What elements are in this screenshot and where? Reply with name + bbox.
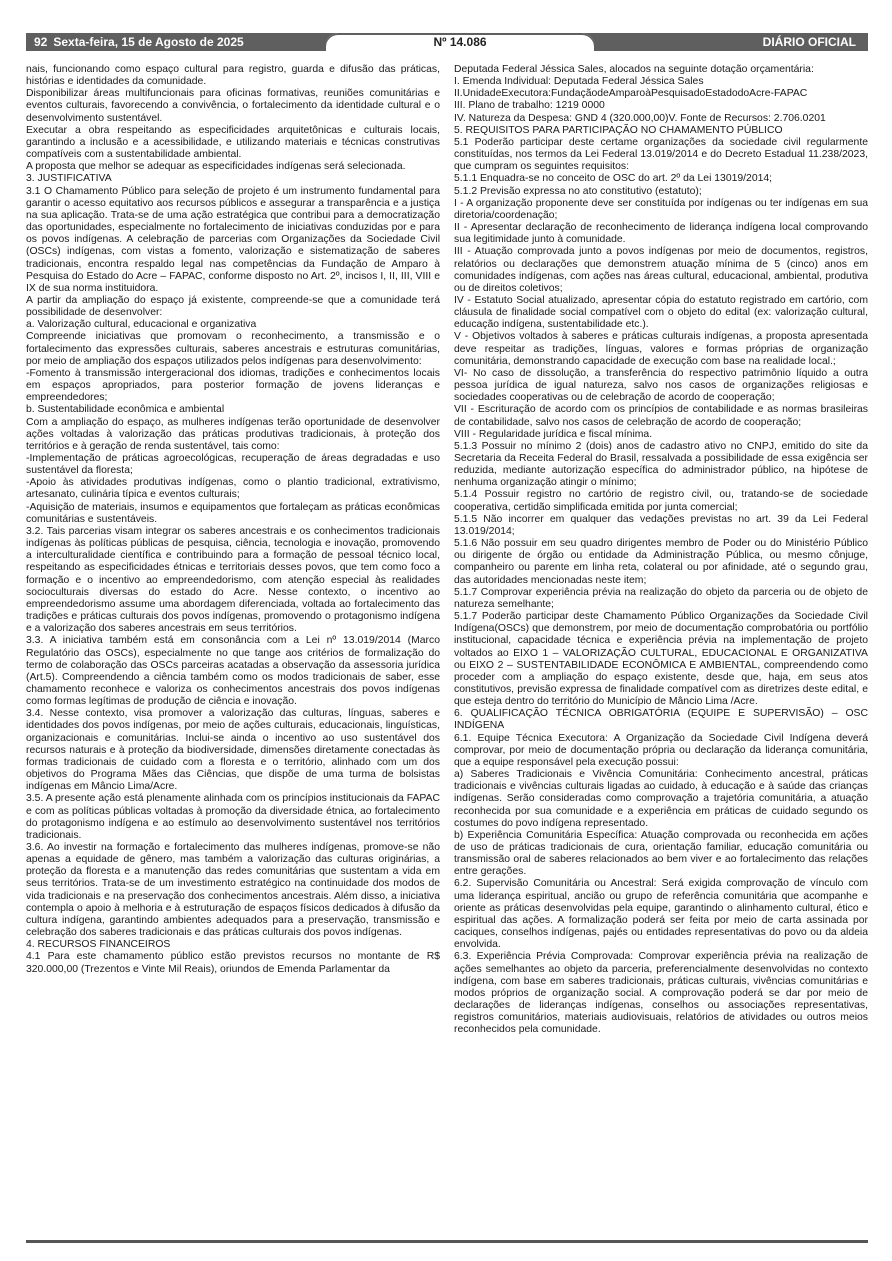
paragraph: 5.1.3 Possuir no mínimo 2 (dois) anos de cadastro ativo no CNPJ, emitido do site da Secretaria da Receita Federal do Brasil, ressalvada a possibilidade de essa exigência ser reduzida, mediante autorização específica do administrador público, na hipótese de nenhuma organização atingir o mínimo; <box>454 440 868 489</box>
paragraph: III. Plano de trabalho: 1219 0000 <box>454 100 605 112</box>
paragraph: 3. JUSTIFICATIVA <box>26 173 112 185</box>
paragraph: 5.1.6 Não possuir em seu quadro dirigentes membro de Poder ou do Ministério Público ou dirigente de órgão ou entidade da Administração Pública, ou mesmo cônjuge, companheiro ou parente em linha reta, colateral ou por afinidade, até o segundo grau, das autoridades mencionadas neste item; <box>454 538 868 586</box>
paragraph: A partir da ampliação do espaço já existente, compreende-se que a comunidade terá possibilidade de desenvolver: <box>26 294 440 319</box>
paragraph: 6.2. Supervisão Comunitária ou Ancestral: Será exigida comprovação de vínculo com uma liderança espiritual, ancião ou grupo de referência comunitária que acompanhe e oriente as práticas desenvolvidas pela equipe, garantindo o alinhamento cultural, ético e espiritual das ações. A formalização poderá ser feita por meio de carta assinada por caciques, conselhos indígenas, pajés ou entidades representativas do povo ou da aldeia envolvida. <box>454 878 868 951</box>
paragraph: 5.1.2 Previsão expressa no ato constitutivo (estatuto); <box>454 185 702 197</box>
paragraph: III - Atuação comprovada junto a povos indígenas por meio de documentos, registros, relatórios ou declarações que demonstrem atuação mínima de 5 (cinco) anos em comunidades indígenas, com ações nas áreas cultural, educacional, ambiental, produtiva ou de direitos coletivos; <box>454 246 868 294</box>
paragraph: 4. RECURSOS FINANCEIROS <box>26 939 171 951</box>
page-header <box>26 33 868 51</box>
paragraph: 5.1.4 Possuir registro no cartório de registro civil, ou, tratando-se de sociedade cooperativa, certidão simplificada emitida por junta comercial; <box>454 489 868 513</box>
paragraph: b) Experiência Comunitária Específica: Atuação comprovada ou reconhecida em ações de uso de práticas tradicionais de cura, orientação familiar, educação comunitária ou transmissão oral de saberes relacionados ao bem viver e ao fortalecimento das relações entre gerações. <box>454 829 868 878</box>
paragraph: a. Valorização cultural, educacional e organizativa <box>26 319 257 331</box>
paragraph: VIII - Regularidade jurídica e fiscal mínima. <box>454 428 653 440</box>
paragraph: Compreende iniciativas que promovam o reconhecimento, a transmissão e o fortalecimento das expressões culturais, saberes ancestrais e estruturas comunitárias, por meio de ampliação dos espaços utilizados pelos indígenas para desenvolvimento: <box>26 331 440 367</box>
paragraph: Executar a obra respeitando as especificidades arquitetônicas e culturais locais, garantindo a inclusão e a acessibilidade, e utilizando materiais e técnicas construtivas compatíveis com a sustentabilidade ambiental. <box>26 124 440 161</box>
paragraph: IV. Natureza da Despesa: GND 4 (320.000,00)V. Fonte de Recursos: 2.706.0201 <box>454 112 826 124</box>
paragraph: 5.1.7 Poderão participar deste Chamamento Público Organizações da Sociedade Civil Indígena(OSCs) que demonstrem, por meio de documentação comprobatória ou portfólio institucional, capacidade técnica e experiência prévia na implementação de projeto voltados ao EIXO 1 – VALORIZAÇÃO CULTURAL, EDUCACIONAL E ORGANIZATIVA ou EIXO 2 – SUSTENTABILIDADE ECONÔMICA E AMBIENTAL, compreendendo como proceder com a ampliação do espaço existente, desde que, haja, em seus atos constitutivos, previsão expressa de finalidade compatível com as diretrizes deste edital, e que esteja dentro do território do Município de Mâncio Lima /Acre. <box>454 611 868 708</box>
paragraph: IV - Estatuto Social atualizado, apresentar cópia do estatuto registrado em cartório, com cláusula de finalidade social compatível com o objeto do edital (ex: valorização cultural, educação indígena, sustentabilidade etc.). <box>454 294 868 331</box>
paragraph: 3.4. Nesse contexto, visa promover a valorização das culturas, línguas, saberes e identidades dos povos indígenas, por meio de ações culturais, educacionais, linguísticas, organizacionais e comunitárias. Inclui-se ainda o incentivo ao uso sustentável dos recursos naturais e à proteção da biodiversidade, dimensões diretamente conectadas às formas tradicionais de cuidado com a floresta e o território, alinhado com um dos objetivos do Programa Mães das Ciências, que dispõe de uma turma de bolsistas indígenas em Mâncio Lima/Acre. <box>26 708 440 793</box>
paragraph: 5. REQUISITOS PARA PARTICIPAÇÃO NO CHAMAMENTO PÚBLICO <box>454 124 783 136</box>
footer-rule <box>26 1240 868 1243</box>
paragraph: 6. QUALIFICAÇÃO TÉCNICA OBRIGATÓRIA (EQUIPE E SUPERVISÃO) – OSC INDÍGENA <box>454 708 868 732</box>
right-column <box>454 64 868 1037</box>
paragraph: I. Emenda Individual: Deputada Federal Jéssica Sales <box>454 76 704 88</box>
paragraph: 4.1 Para este chamamento público estão previstos recursos no montante de R$ 320.000,00 (Trezentos e Vinte Mil Reais), oriundos de Emenda Parlamentar da <box>26 951 440 975</box>
paragraph: Com a ampliação do espaço, as mulheres indígenas terão oportunidade de desenvolver ações voltadas à valorização das práticas produtivas tradicionais, à proteção dos territórios e à geração de renda sustentável, tais como: <box>26 416 440 452</box>
paragraph: 6.3. Experiência Prévia Comprovada: Comprovar experiência prévia na realização de ações semelhantes ao objeto da parceria, preferencialmente desenvolvidas no contexto indígena, com base em saberes tradicionais, práticas culturais, vivências comunitárias e modos próprios de organização social. A comprovação poderá se dar por meio de declarações de lideranças indígenas, conselhos ou associações representativas, registros comunitários, materiais audiovisuais, relatórios de atividades ou outros meios reconhecidos pela comunidade. <box>454 951 868 1036</box>
publication-date: Sexta-feira, 15 de Agosto de 2025 <box>53 35 244 49</box>
paragraph: 5.1.7 Comprovar experiência prévia na realização do objeto da parceria ou de objeto de natureza semelhante; <box>454 586 868 610</box>
paragraph: -Apoio às atividades produtivas indígenas, como o plantio tradicional, extrativismo, artesanato, culinária típica e eventos culturais; <box>26 477 440 501</box>
paragraph: 3.2. Tais parcerias visam integrar os saberes ancestrais e os conhecimentos tradicionais indígenas às políticas públicas de pesquisa, ciência, tecnologia e inovação, promovendo a interculturalidade científica e contribuindo para a formação de pessoal técnico local, respeitando as especificidades étnicas e territoriais desses povos, que tem como foco a formação e o incentivo ao empreendedorismo, com atenção especial às realidades socioculturais diversas do estado do Acre. Nesse contexto, o incentivo ao empreendedorismo assume uma abordagem diferenciada, voltada ao fortalecimento das tradições e práticas culturais dos povos indígenas, promovendo o protagonismo indígena e a valorização dos saberes ancestrais em seus territórios. <box>26 525 440 635</box>
paragraph: Deputada Federal Jéssica Sales, alocados na seguinte dotação orçamentária: <box>454 64 814 75</box>
publication-name: DIÁRIO OFICIAL <box>762 35 856 49</box>
paragraph: V - Objetivos voltados à saberes e práticas culturais indígenas, a proposta apresentada deve respeitar as tradições, línguas, valores e formas próprias de organização comunitária, demonstrando capacidade de execução com base na realidade local.; <box>454 331 868 367</box>
issue-number: Nº 14.086 <box>433 35 487 49</box>
page-number: 92 <box>34 35 48 49</box>
paragraph: II.UnidadeExecutora:FundaçãodeAmparoàPesquisadoEstadodoAcre-FAPAC <box>454 88 808 100</box>
paragraph: 3.5. A presente ação está plenamente alinhada com os princípios institucionais da FAPAC e com as políticas públicas voltadas à promoção da diversidade étnica, ao fortalecimento do protagonismo indígena e ao estímulo ao desenvolvimento sustentável nos territórios tradicionais. <box>26 793 440 841</box>
paragraph: VI- No caso de dissolução, a transferência do respectivo patrimônio líquido a outra pessoa jurídica de igual natureza, salvo nos casos de organizações religiosas e sociedades cooperativas ou de celebração de acordo de cooperação; <box>454 367 868 404</box>
paragraph: 5.1.5 Não incorrer em qualquer das vedações previstas no art. 39 da Lei Federal 13.019/2014; <box>454 513 868 537</box>
paragraph: Disponibilizar áreas multifuncionais para oficinas formativas, reuniões comunitárias e eventos culturais, favorecendo a convivência, o fortalecimento da identidade cultural e o desenvolvimento sustentável. <box>26 88 440 124</box>
left-column <box>26 64 440 976</box>
paragraph: II - Apresentar declaração de reconhecimento de liderança indígena local comprovando sua legitimidade junto à comunidade. <box>454 222 868 246</box>
paragraph: nais, funcionando como espaço cultural para registro, guarda e difusão das práticas, histórias e identidades da comunidade. <box>26 64 440 88</box>
header-page-date <box>34 35 244 49</box>
paragraph: -Implementação de práticas agroecológicas, recuperação de áreas degradadas e uso sustentável da floresta; <box>26 453 440 477</box>
paragraph: 5.1.1 Enquadra-se no conceito de OSC do art. 2º da Lei 13019/2014; <box>454 173 773 185</box>
paragraph: -Fomento à transmissão intergeracional dos idiomas, tradições e conhecimentos locais em espaços apropriados, para posterior formação de jovens lideranças e empreendedores; <box>26 367 440 404</box>
paragraph: b. Sustentabilidade econômica e ambiental <box>26 404 225 416</box>
paragraph: 3.6. Ao investir na formação e fortalecimento das mulheres indígenas, promove-se não apenas a equidade de gênero, mas também a valorização das culturas originárias, a proteção da floresta e a manutenção das redes comunitárias que sustentam a vida em seus territórios. Trata-se de um investimento estratégico na continuidade dos modos de vida tradicionais e na preservação dos conhecimentos ancestrais. Além disso, a iniciativa contempla o apoio à melhoria e à estruturação de espaços físicos dedicados à difusão da cultura indígena, garantindo ambientes adequados para a preservação, transmissão e celebração dos saberes tradicionais e das práticas culturais dos povos indígenas. <box>26 842 440 939</box>
paragraph: VII - Escrituração de acordo com os princípios de contabilidade e as normas brasileiras de contabilidade, salvo nos casos de celebração de acordo de cooperação; <box>454 404 868 428</box>
paragraph: 3.1 O Chamamento Público para seleção de projeto é um instrumento fundamental para garantir o acesso equitativo aos recursos públicos e assegurar a transparência e a justiça na sua aplicação. Trata-se de uma ação estratégica que contribui para a democratização das oportunidades, especialmente no fortalecimento de iniciativas conduzidas por e para os povos indígenas. A celebração de parcerias com Organizações da Sociedade Civil (OSCs) indígenas, com vistas a fomento, valorização e sistematização de saberes tradicionais, encontra respaldo legal nas competências da Fundação de Amparo à Pesquisa do Estado do Acre – FAPAC, conforme disposto no Art. 2º, incisos I, II, III, VIII e IX de sua norma instituidora. <box>26 185 440 294</box>
paragraph: 5.1 Poderão participar deste certame organizações da sociedade civil regularmente constituídas, nos termos da Lei Federal 13.019/2014 e do Decreto Estadual 11.238/2023, que cumpram os seguintes requisitos: <box>454 136 868 173</box>
paragraph: 6.1. Equipe Técnica Executora: A Organização da Sociedade Civil Indígena deverá comprovar, por meio de documentação própria ou declaração da liderança comunitária, que a equipe responsável pela execução possui: <box>454 732 868 768</box>
paragraph: -Aquisição de materiais, insumos e equipamentos que fortaleçam as práticas econômicas comunitárias e sustentáveis. <box>26 501 440 525</box>
paragraph: 3.3. A iniciativa também está em consonância com a Lei nº 13.019/2014 (Marco Regulatório das OSCs), especialmente no que tange aos critérios de formalização do termo de colaboração das OSCs parceiras acatadas a observação da assessoria jurídica (Art.5). Compreendendo a ciência também como os modos tradicionais de saber, esse chamamento reconhece e valoriza os conhecimentos ancestrais dos povos indígenas como formas legítimas de produção de ciência e inovação. <box>26 635 440 708</box>
paragraph: A proposta que melhor se adequar as especificidades indígenas será selecionada. <box>26 161 406 173</box>
paragraph: I - A organização proponente deve ser constituída por indígenas ou ter indígenas em sua diretoria/coordenação; <box>454 197 868 221</box>
paragraph: a) Saberes Tradicionais e Vivência Comunitária: Conhecimento ancestral, práticas tradicionais e vivências culturais ligadas ao cuidado, à educação e à saúde das crianças indígenas. Serão consideradas como comprovação a trajetória comunitária, a atuação reconhecida por sua comunidade e a experiência em práticas de cuidado segundo os costumes do povo indígena representado. <box>454 769 868 829</box>
